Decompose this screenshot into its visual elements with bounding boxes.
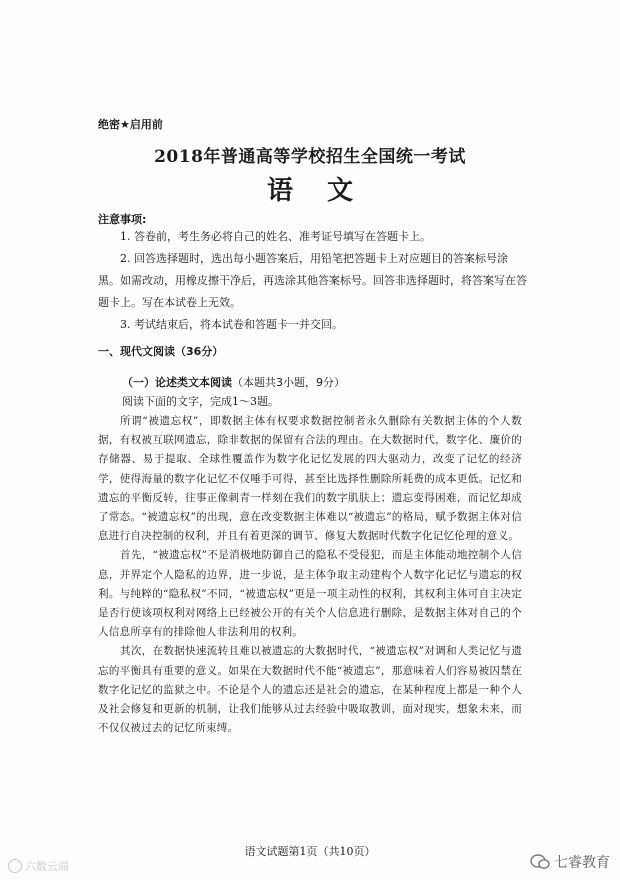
notice-list <box>98 226 528 336</box>
watermark-left-text: 六数云端 <box>25 860 69 873</box>
subsection-note: （本题共3小题，9分） <box>232 376 345 389</box>
circle-icon <box>8 859 22 873</box>
passage-paragraph: 所谓“被遗忘权”，即数据主体有权要求数据控制者永久删除有关数据主体的个人数据，有权被互联网遗忘，除非数据的保留有合法的理由。在大数据时代，数字化、廉价的存储器、易于提取、全球性覆盖作为数字化记忆发展的四大驱动力，改变了记忆的经济学，使得海量的数字化记忆不仅唾手可得，甚至比选择性删除所耗费的成本更低。记忆和遗忘的平衡反转，往事正像刺青一样刻在我们的数字肌肤上；遗忘变得困难，而记忆却成了常态。“被遗忘权”的出现，意在改变数据主体难以“被遗忘”的格局，赋予数据主体对信息进行自决控制的权利，并且有着更深的调节、修复大数据时代数字化记忆伦理的意义。 <box>98 415 522 543</box>
reading-passage <box>98 412 522 738</box>
passage-paragraph: 首先，“被遗忘权”不是消极地防御自己的隐私不受侵犯，而是主体能动地控制个人信息，并界定个人隐私的边界，进一步说，是主体争取主动建构个人数字化记忆与遗忘的权利。与纯粹的“隐私权”不同，“被遗忘权”更是一项主动性的权利，其权利主体可自主决定是否行使该项权利对网络上已经被公开的有关个人信息进行删除，是数据主体对自己的个人信息所享有的排除他人非法利用的权利。 <box>98 549 522 639</box>
reading-instruction: 阅读下面的文字，完成1～3题。 <box>122 395 279 408</box>
watermark-right <box>530 852 610 872</box>
notice-item: 3. 考试结束后，将本试卷和答题卡一并交回。 <box>120 318 343 331</box>
notice-heading: 注意事项: <box>98 213 147 226</box>
chat-bubble-icon <box>530 854 550 870</box>
notice-item: 1. 答卷前，考生务必将自己的姓名、准考证号填写在答题卡上。 <box>120 230 431 243</box>
subsection-title: （一）论述类文本阅读 <box>122 376 232 389</box>
watermark-right-text: 七睿教育 <box>554 855 610 871</box>
exam-title: 2018年普通高等学校招生全国统一考试 <box>154 147 466 167</box>
notice-item: 2. 回答选择题时，选出每小题答案后，用铅笔把答题卡上对应题目的答案标号涂黑。如需改动，用橡皮擦干净后，再选涂其他答案标号。回答非选择题时，将答案写在答题卡上。写在本试卷上无效。 <box>98 252 527 309</box>
watermark-left <box>8 858 69 874</box>
passage-paragraph: 其次，在数据快速流转且难以被遗忘的大数据时代，“被遗忘权”对调和人类记忆与遗忘的平衡具有重要的意义。如果在大数据时代不能“被遗忘”，那意味着人们容易被囚禁在数字化记忆的监狱之中。不论是个人的遗忘还是社会的遗忘，在某种程度上都是一种个人及社会修复和更新的机制，让我们能够从过去经验中吸取教训，面对现实，想象未来，而不仅仅被过去的记忆所束缚。 <box>98 645 522 735</box>
section-heading: 一、现代文阅读（36分） <box>98 345 224 358</box>
subject-title: 语文 <box>266 176 387 206</box>
page-footer: 语文试题第1页（共10页） <box>244 845 376 858</box>
subsection-heading <box>122 374 345 390</box>
secret-label: 绝密★启用前 <box>98 118 163 131</box>
